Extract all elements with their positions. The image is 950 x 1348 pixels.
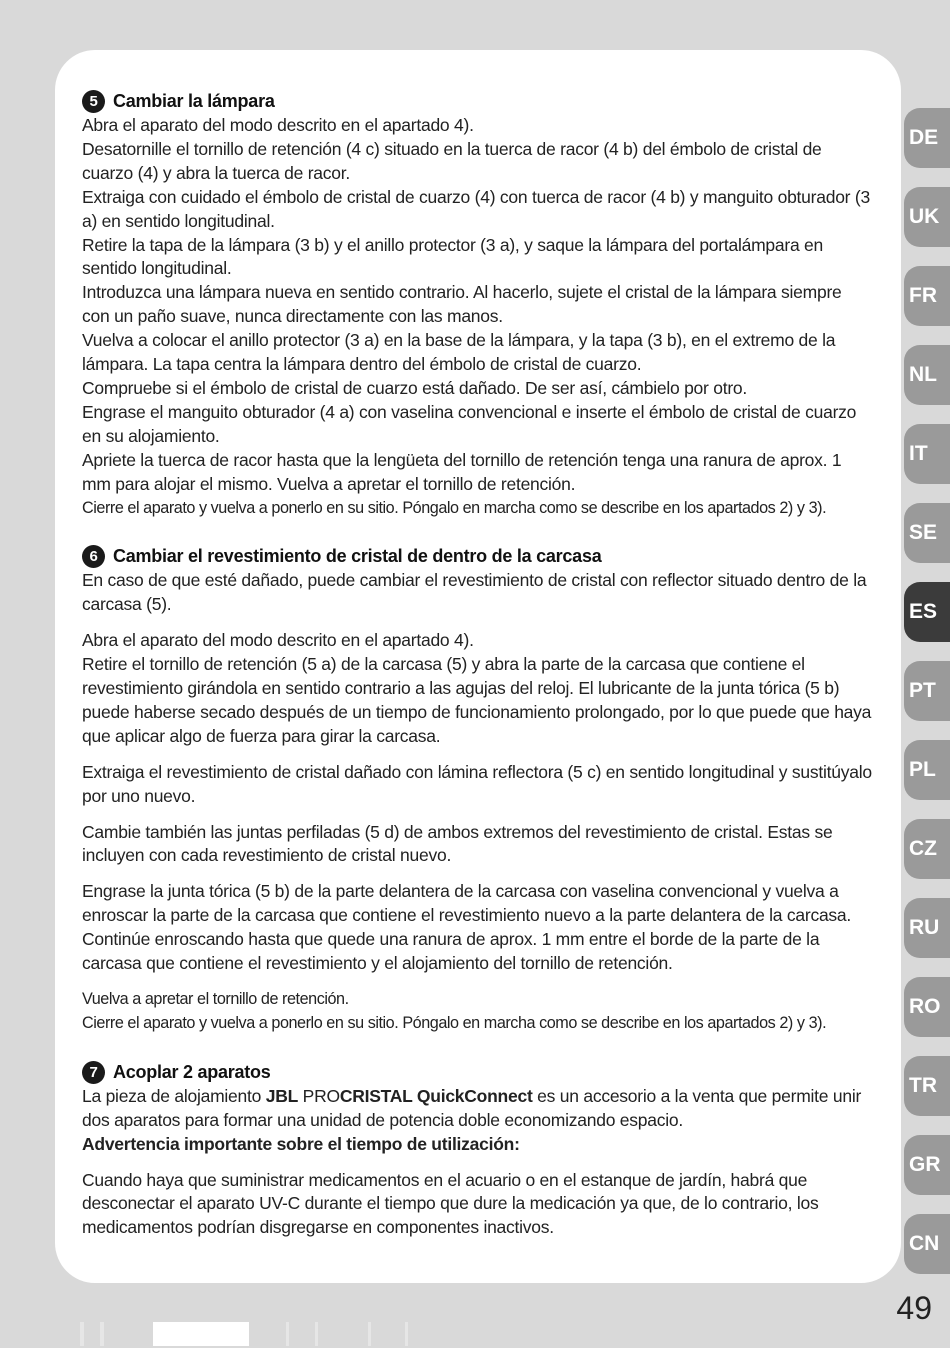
paragraph: Vuelva a apretar el tornillo de retención.: [82, 990, 349, 1008]
tab-pl[interactable]: PL: [904, 740, 950, 800]
text-run: es un accesorio a la venta que permite unir dos aparatos para formar una unidad de potencia doble economizando espacio.: [82, 1085, 862, 1130]
page-number: 49: [896, 1290, 932, 1326]
paragraph: En caso de que esté dañado, puede cambiar el revestimiento de cristal con reflector situado dentro de la carcasa (5).: [82, 570, 867, 615]
footer-stripe: [405, 1322, 408, 1346]
paragraph: Vuelva a colocar el anillo protector (3 a) en la base de la lámpara, y la tapa (3 b), en el extremo de la lámpara. La tapa centra la lámpara dentro del émbolo de cristal de cuarzo.: [82, 330, 836, 375]
paragraph: Engrase la junta tórica (5 b) de la parte delantera de la carcasa con vaselina convencional y vuelva a enroscar la parte de la carcasa que contiene el revestimiento nuevo a la parte delantera de la carcasa. Continúe enroscando hasta que quede una ranura de aprox. 1 mm entre el borde de la parte de la carcasa que contiene el revestimiento y el alojamiento del tornillo de retención.: [82, 881, 852, 974]
tab-de[interactable]: DE: [904, 108, 950, 168]
product-name: CRISTAL QuickConnect: [339, 1085, 533, 1106]
document-body: [82, 89, 872, 1240]
warning-heading: [82, 1133, 872, 1157]
footer-stripe: [80, 1322, 84, 1346]
section-7-heading: [82, 1060, 872, 1085]
tab-cn[interactable]: CN: [904, 1214, 950, 1274]
paragraph: Cierre el aparato y vuelva a ponerlo en su sitio. Póngalo en marcha como se describe en los apartados 2) y 3).: [82, 498, 827, 517]
paragraph: [82, 1085, 872, 1133]
paragraph: Abra el aparato del modo descrito en el apartado 4).: [82, 115, 474, 135]
paragraph: Introduzca una lámpara nueva en sentido contrario. Al hacerlo, sujete el cristal de la lámpara siempre con un paño suave, nunca directamente con las manos.: [82, 282, 842, 327]
footer-stripe: [286, 1322, 289, 1346]
tab-es[interactable]: ES: [904, 582, 950, 642]
paragraph: Extraiga el revestimiento de cristal dañado con lámina reflectora (5 c) en sentido longitudinal y sustitúyalo por uno nuevo.: [82, 761, 872, 806]
text-run: PRO: [298, 1085, 340, 1106]
brand-name: JBL: [265, 1085, 299, 1106]
tab-fr[interactable]: FR: [904, 266, 950, 326]
tab-cz[interactable]: CZ: [904, 819, 950, 879]
tab-gr[interactable]: GR: [904, 1135, 950, 1195]
section-title: Cambiar la lámpara: [113, 91, 275, 111]
paragraph: Cierre el aparato y vuelva a ponerlo en su sitio. Póngalo en marcha como se describe en los apartados 2) y 3).: [82, 1013, 827, 1032]
paragraph: Apriete la tuerca de racor hasta que la lengüeta del tornillo de retención tenga una ranura de aprox. 1 mm para alojar el mismo. Vuelva a apretar el tornillo de retención.: [82, 449, 842, 494]
paragraph: Retire el tornillo de retención (5 a) de la carcasa (5) y abra la parte de la carcasa que contiene el revestimiento girándola en sentido contrario a las agujas del reloj. El lubricante de la junta tórica (5 b) puede haberse secado después de un tiempo de funcionamiento prolongado, por lo que puede que haya que aplicar algo de fuerza para girar la carcasa.: [82, 654, 872, 746]
section-5-heading: [82, 89, 872, 114]
section-number-badge: 6: [82, 545, 105, 568]
tab-it[interactable]: IT: [904, 424, 950, 484]
paragraph: Compruebe si el émbolo de cristal de cuarzo está dañado. De ser así, cámbielo por otro.: [82, 377, 747, 398]
tab-nl[interactable]: NL: [904, 345, 950, 405]
footer-stripe: [315, 1322, 318, 1346]
section-title: Acoplar 2 aparatos: [113, 1061, 271, 1082]
tab-pt[interactable]: PT: [904, 661, 950, 721]
warning-text: Advertencia importante sobre el tiempo de utilización:: [82, 1133, 520, 1154]
paragraph: Desatornille el tornillo de retención (4 c) situado en la tuerca de racor (4 b) del émbolo de cristal de cuarzo (4) y abra la tuerca de racor.: [82, 138, 822, 183]
footer-block: [153, 1322, 249, 1346]
section-number-badge: 7: [82, 1061, 105, 1084]
paragraph: Cambie también las juntas perfiladas (5 d) de ambos extremos del revestimiento de cristal. Estas se incluyen con cada revestimiento de cristal nuevo.: [82, 821, 833, 866]
tab-uk[interactable]: UK: [904, 187, 950, 247]
paragraph: Retire la tapa de la lámpara (3 b) y el anillo protector (3 a), y saque la lámpara del portalámpara en sentido longitudinal.: [82, 234, 824, 279]
paragraph: Engrase el manguito obturador (4 a) con vaselina convencional e inserte el émbolo de cristal de cuarzo en su alojamiento.: [82, 401, 857, 446]
tab-ru[interactable]: RU: [904, 898, 950, 958]
footer-stripe: [368, 1322, 371, 1346]
paragraph: Extraiga con cuidado el émbolo de cristal de cuarzo (4) con tuerca de racor (4 b) y manguito obturador (3 a) en sentido longitudinal.: [82, 186, 870, 231]
tab-ro[interactable]: RO: [904, 977, 950, 1037]
section-title: Cambiar el revestimiento de cristal de dentro de la carcasa: [113, 546, 602, 567]
footer-stripe: [100, 1322, 104, 1346]
paragraph: Abra el aparato del modo descrito en el apartado 4).: [82, 630, 474, 651]
section-6-heading: [82, 544, 872, 569]
tab-se[interactable]: SE: [904, 503, 950, 563]
paragraph: Cuando haya que suministrar medicamentos en el acuario o en el estanque de jardín, habrá que desconectar el aparato UV-C durante el tiempo que dure la medicación ya que, de lo contrario, los medicamentos podrían disgregarse en componentes inactivos.: [82, 1169, 819, 1238]
text-run: La pieza de alojamiento: [82, 1085, 266, 1106]
tab-tr[interactable]: TR: [904, 1056, 950, 1116]
section-number-badge: 5: [82, 90, 105, 113]
